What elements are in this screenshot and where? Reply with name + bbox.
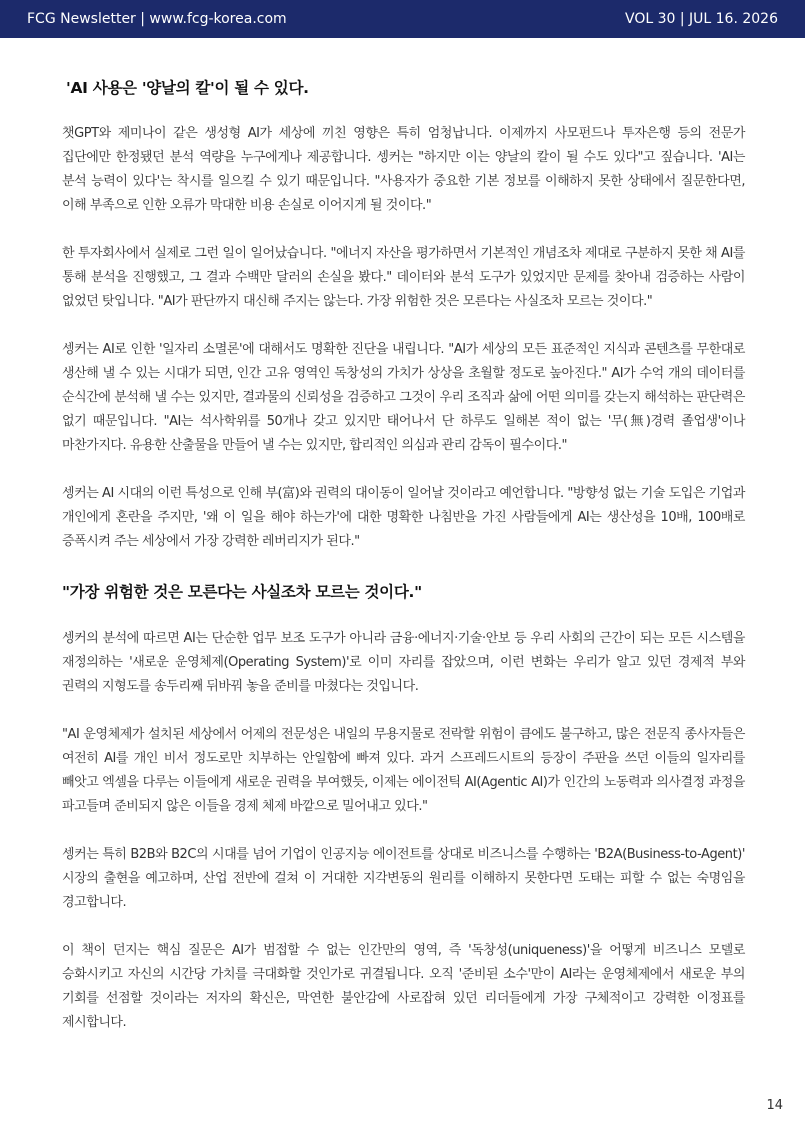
article-body [62,74,745,1059]
header-site: FCG Newsletter | www.fcg-korea.com [27,11,287,27]
paragraph: 셍커는 AI 시대의 이런 특성으로 인해 부(富)와 권력의 대이동이 일어날 것이라고 예언합니다. "방향성 없는 기술 도입은 기업과 개인에게 혼란을 주지만, '왜 이 일을 해야 하는가'에 대한 명확한 나침반을 가진 사람들에게 AI는 생산성을 10배, 100배로 증폭시켜 주는 세상에서 가장 강력한 레버리지가 된다." [62,486,745,549]
paragraph: 챗GPT와 제미나이 같은 생성형 AI가 세상에 끼친 영향은 특히 엄청납니다. 이제까지 사모펀드나 투자은행 등의 전문가 집단에만 한정됐던 분석 역량을 누구에게나 제공합니다. 셍커는 "하지만 이는 양날의 칼이 될 수도 있다"고 짚습니다. 'AI는 분석 능력이 있다'는 착시를 일으킬 수 있기 때문입니다. "사용자가 중요한 기본 정보를 이해하지 못한 상태에서 질문한다면, 이해 부족으로 인한 오류가 막대한 비용 손실로 이어지게 될 것이다." [62,126,745,213]
paragraph: 이 책이 던지는 핵심 질문은 AI가 범접할 수 없는 인간만의 영역, 즉 '독창성(uniqueness)'을 어떻게 비즈니스 모델로 승화시키고 자신의 시간당 가치를 극대화할 것인가로 귀결됩니다. 오직 '준비된 소수'만이 AI라는 운영체제에서 새로운 부의 기회를 선점할 것이라는 저자의 확신은, 막연한 불안감에 사로잡혀 있던 리더들에게 가장 구체적이고 강력한 이정표를 제시합니다. [62,943,745,1030]
paragraph: 한 투자회사에서 실제로 그런 일이 일어났습니다. "에너지 자산을 평가하면서 기본적인 개념조차 제대로 구분하지 못한 채 AI를 통해 분석을 진행했고, 그 결과 수백만 달러의 손실을 봤다." 데이터와 분석 도구가 있었지만 문제를 찾아내 검증하는 사람이 없었던 탓입니다. "AI가 판단까지 대신해 주지는 않는다. 가장 위험한 것은 모른다는 사실조차 모르는 것이다." [62,246,745,309]
paragraph: 셍커의 분석에 따르면 AI는 단순한 업무 보조 도구가 아니라 금융·에너지·기술·안보 등 우리 사회의 근간이 되는 모든 시스템을 재정의하는 '새로운 운영체제(Operating System)'로 이미 자리를 잡았으며, 이런 변화는 우리가 알고 있던 경제적 부와 권력의 지형도를 송두리째 뒤바꿔 놓을 준비를 마쳤다는 것입니다. [62,631,745,694]
paragraph: "AI 운영체제가 설치된 세상에서 어제의 전문성은 내일의 무용지물로 전락할 위험이 큼에도 불구하고, 많은 전문직 종사자들은 여전히 AI를 개인 비서 정도로만 치부하는 안일함에 빠져 있다. 과거 스프레드시트의 등장이 주판을 쓰던 이들의 일자리를 빼앗고 엑셀을 다루는 이들에게 새로운 권력을 부여했듯, 이제는 에이전틱 AI(Agentic AI)가 인간의 노동력과 의사결정 과정을 파고들며 준비되지 않은 이들을 경제 체제 바깥으로 밀어내고 있다." [62,727,745,814]
newsletter-header [0,0,805,38]
page-number: 14 [766,1098,783,1113]
section-heading: "가장 위험한 것은 모른다는 사실조차 모르는 것이다." [62,583,422,601]
paragraph: 셍커는 AI로 인한 '일자리 소멸론'에 대해서도 명확한 진단을 내립니다. "AI가 세상의 모든 표준적인 지식과 콘텐츠를 무한대로 생산해 낼 수 있는 시대가 되면, 인간 고유 영역인 독창성의 가치가 상상을 초월할 정도로 높아진다." AI가 수억 개의 데이터를 순식간에 분석해 낼 수는 있지만, 결과물의 신뢰성을 검증하고 그것이 우리 조직과 삶에 어떤 의미를 갖는지 해석하는 판단력은 없기 때문입니다. "AI는 석사학위를 50개나 갖고 있지만 태어나서 단 하루도 일해본 적이 없는 '무(無)경력 졸업생'이나 마찬가지다. 유용한 산출물을 만들어 낼 수는 있지만, 합리적인 의심과 관리 감독이 필수이다." [62,342,745,453]
paragraph: 셍커는 특히 B2B와 B2C의 시대를 넘어 기업이 인공지능 에이전트를 상대로 비즈니스를 수행하는 'B2A(Business-to-Agent)' 시장의 출현을 예고하며, 산업 전반에 걸쳐 이 거대한 지각변동의 원리를 이해하지 못한다면 도태는 피할 수 없는 숙명임을 경고합니다. [62,847,745,910]
section-heading: 'AI 사용은 '양날의 칼'이 될 수 있다. [66,79,309,97]
header-issue: VOL 30 | JUL 16. 2026 [624,11,778,27]
